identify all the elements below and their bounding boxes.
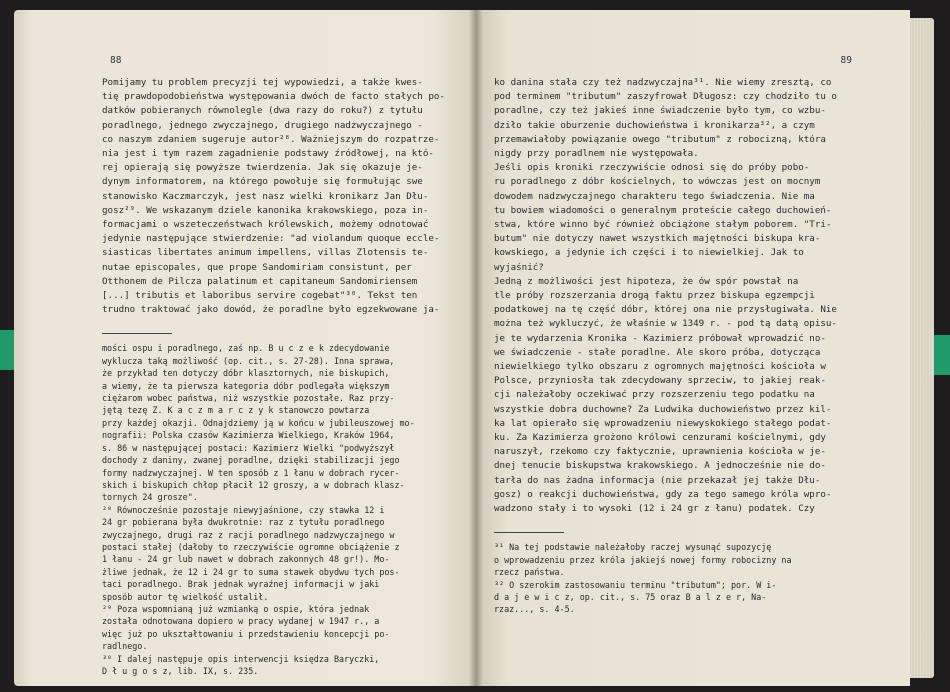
footnote-line: ³¹ Na tej podstawie należałoby raczej wysunąć supozycję xyxy=(494,542,772,553)
text-line: gosz) o reakcji duchowieństwa, gdy za tego samego króla wpro- xyxy=(494,488,832,500)
text-line: tu bowiem wiadomości o generalnym proteście całego duchowień- xyxy=(494,204,832,216)
text-line: ru poradlnego z dóbr kościelnych, to wówczas jest on mocnym xyxy=(494,176,821,188)
text-line: nia jest i tym razem zagadnienie podstawy źródłowej, na któ- xyxy=(102,148,434,160)
text-line: wadzono stały i to wysoki (12 i 24 gr z łanu) podatek. Czy xyxy=(494,503,815,515)
footnote-line: ³⁰ I dalej następuje opis interwencji księdza Baryczki, xyxy=(102,653,380,664)
footnote-rule-right xyxy=(494,532,564,533)
text-line: ka lat opierało się wprowadzeniu niewyskokiego stałego podat- xyxy=(494,417,832,429)
footnote-line: sposób autor tę wielkość ustalił. xyxy=(102,591,269,602)
text-line: naruszył, rzekomo czy faktycznie, uprawnienia kościoła w je- xyxy=(494,446,826,458)
text-line: tle próby rozszerzania drogą faktu przez biskupa egzempcji xyxy=(494,290,815,302)
footnote-line: s. 86 w następującej postaci: Kazimierz Wielki "podwyższył xyxy=(102,442,395,453)
footnote-line: d a j e w i c z, op. cit., s. 75 oraz B a l z e r, Na- xyxy=(494,591,767,602)
text-line: kowskiego, a jedynie ich części i to niewielkiej. Jak to xyxy=(494,247,804,259)
text-line: we świadczenie - stałe poradlne. Ale skoro próba, dotycząca xyxy=(494,346,821,358)
text-line: podatkowej na tę część dóbr, której ona nie przysługiwała. Nie xyxy=(494,304,837,316)
text-line: Polsce, przyniosła tak zdecydowany sprzeciw, to jakiej reak- xyxy=(494,375,826,387)
text-line: niewielkiego tylko obszaru z ogromnych majętności kościoła w xyxy=(494,361,826,373)
footnote-line: ciężarom wobec państwa, niż wszystkie pozostałe. Raz przy- xyxy=(102,393,395,404)
footnote-line: formy nadzwyczajnej. W ten sposób z 1 łanu w dobrach rycer- xyxy=(102,467,400,478)
left-page-number: 88 xyxy=(110,55,122,66)
footnote-line: D ł u g o s z, lib. IX, s. 235. xyxy=(102,666,259,677)
text-line: Jedną z możliwości jest hipoteza, że ów spór powstał na xyxy=(494,275,799,287)
text-line: ku. Za Kazimierza grożono królowi cenzurami kościelnymi, gdy xyxy=(494,432,826,444)
text-line: wyjaśnić? xyxy=(494,261,544,273)
footnote-line: rzecz państwa. xyxy=(494,567,565,578)
footnote-line: skich i biskupich chłop płacił 12 groszy, a w dobrach klasz- xyxy=(102,479,405,490)
page-block-edge xyxy=(910,18,934,678)
text-line: można też wykluczyć, że właśnie w 1349 r. - pod tą datą opisu- xyxy=(494,318,837,330)
text-line: butum" nie dotyczy nawet wszystkich majętności biskupa kra- xyxy=(494,233,821,245)
text-line: je te wydarzenia Kronika - Kazimierz próbował wprowadzić no- xyxy=(494,332,826,344)
text-line: tarła do nas żadna informacja (nie przekazał jej także Dłu- xyxy=(494,474,821,486)
footnote-line: mości ospu i poradlnego, zaś np. B u c z e k zdecydowanie xyxy=(102,343,390,354)
footnote-line: jętą tezę Z. K a c z m a r c z y k stanowczo powtarza xyxy=(102,405,370,416)
footnote-line: 24 gr pobierana była dwukrotnie: raz z tytułu poradlnego xyxy=(102,517,385,528)
footnote-line: rzaz..., s. 4-5. xyxy=(494,604,575,615)
footnote-line: taci poradlnego. Brak jednak wyraźnej informacji w jaki xyxy=(102,579,380,590)
footnote-line: wyklucza taką możliwość (op. cit., s. 27-28). Inna sprawa, xyxy=(102,355,395,366)
text-line: ko danina stała czy też nadzwyczajna³¹. Nie wiemy zresztą, co xyxy=(494,77,832,88)
right-page-body xyxy=(494,76,886,516)
footnote-line: nografii: Polska czasów Kazimierza Wielkiego, Kraków 1964, xyxy=(102,430,395,441)
text-line: dnej tenucie biskupstwa krakowskiego. A jednocześnie nie do- xyxy=(494,460,826,472)
text-line: datków pobieranych równolegle (dwa razy do roku?) z tytułu xyxy=(102,105,423,117)
text-line: przemawiałoby powiązanie owego "tributum" z robocizną, która xyxy=(494,133,826,145)
footnote-line: ²⁹ Poza wspomnianą już wzmianką o ospie, która jednak xyxy=(102,603,370,614)
text-line: trudno traktować jako dowód, że poradlne było egzekwowane ja- xyxy=(102,304,440,316)
footnote-line: ²⁸ Równocześnie pozostaje niewyjaśnione, czy stawka 12 i xyxy=(102,504,385,515)
text-line: cji należałoby oczekiwać przy rozszerzeniu tego podatku na xyxy=(494,389,815,401)
text-line: rej opierają się powyższe twierdzenia. Jak się okazuje je- xyxy=(102,162,423,174)
text-line: siasticas libertates animum impellens, villas Zlotensis te- xyxy=(102,247,429,259)
text-line: nutae episcopales, que prope Sandomiriam consistunt, per xyxy=(102,261,412,273)
text-line: stanowisko Kaczmarczyk, jest nasz wielki kronikarz Jan Dłu- xyxy=(102,190,429,202)
text-line: co naszym zdaniem sugeruje autor²⁸. Ważniejszym do rozpatrze- xyxy=(102,133,440,145)
text-line: stwa, które winno być również obciążone stałym poborem. "Tri- xyxy=(494,219,832,231)
left-page-footnotes xyxy=(102,342,456,677)
footnote-line: została odnotowana dopiero w pracy wydanej w 1947 r., a xyxy=(102,616,380,627)
book-gutter xyxy=(469,10,483,686)
left-page-body xyxy=(102,76,456,317)
footnote-line: postaci stałej (dałoby to rzeczywiście ogromne obciążenie z xyxy=(102,541,400,552)
text-line: poradlne, czy też jakieś inne świadczenie było tym, co wzbu- xyxy=(494,105,826,117)
text-line: dowodem nadzwyczajnego charakteru tego świadczenia. Nie ma xyxy=(494,190,815,202)
text-line: gosz²⁹. We wskazanym dziele kanonika krakowskiego, poza in- xyxy=(102,204,429,216)
text-line: jedynie następujące stwierdzenie: "ad violandum quoque eccle- xyxy=(102,233,440,245)
footnote-line: radlnego. xyxy=(102,641,148,652)
footnote-line: zwyczajnego, drugi raz z racji poradlnego nadzwyczajnego w xyxy=(102,529,395,540)
footnote-line: dochody z daniny, zwanej poradlne, dzięki stabilizacji jego xyxy=(102,455,400,466)
text-line: formacjami o wszeteczeństwach królewskich, możemy odnotować xyxy=(102,219,429,231)
text-line: poradlnego, jednego zwyczajnego, drugiego nadzwyczajnego - xyxy=(102,119,423,131)
footnote-line: więc już po ukształtowaniu i przedstawieniu koncepcji po- xyxy=(102,628,390,639)
text-line: Otthonem de Pilcza palatinum et capitaneum Sandomiriensem xyxy=(102,275,418,287)
bookmark-stripe-right xyxy=(934,335,950,375)
footnote-line: ³² O szerokim zastosowaniu terminu "tributum"; por. W i- xyxy=(494,579,777,590)
open-book xyxy=(14,10,936,686)
right-page-number: 89 xyxy=(840,55,852,66)
text-line: dziło takie oburzenie duchowieństwa i kronikarza³², a czym xyxy=(494,119,815,131)
text-line: tię prawdopodobieństwa występowania dwóch de facto stałych po- xyxy=(102,91,445,103)
footnote-line: żliwe jednak, że 12 i 24 gr to suma stawek obydwu tych pos- xyxy=(102,566,400,577)
footnote-line: o wprowadzeniu przez króla jakiejś nowej formy robocizny na xyxy=(494,554,792,565)
footnote-line: 1 łanu - 24 gr lub nawet w dobrach zakonnych 48 gr!). Mo- xyxy=(102,554,390,565)
footnote-line: przy każdej okazji. Odnajdziemy ją w końcu w jubileuszowej mo- xyxy=(102,417,415,428)
text-line: dynym informatorem, na którego powołuje się formułując swe xyxy=(102,176,423,188)
text-line: Pomijamy tu problem precyzji tej wypowiedzi, a także kwes- xyxy=(102,77,423,88)
right-page xyxy=(476,10,910,686)
left-page xyxy=(14,10,476,686)
footnote-line: a wiemy, że ta pierwsza kategoria dóbr podlegała większym xyxy=(102,380,390,391)
text-line: wszystkie dobra duchowne? Za Ludwika duchowieństwo przez kil- xyxy=(494,403,832,415)
text-line: Jeśli opis kroniki rzeczywiście odnosi się do próby pobo- xyxy=(494,162,810,174)
footnote-rule-left xyxy=(102,333,172,334)
text-line: pod terminem "tributum" zaszyfrował Długosz: czy chodziło tu o xyxy=(494,91,837,103)
text-line: [...] tributis et laboribus servire cogebat"³⁰. Tekst ten xyxy=(102,290,418,302)
footnote-line: tornych 24 grosze". xyxy=(102,492,198,503)
right-page-footnotes xyxy=(494,541,886,615)
text-line: nigdy przy poradlnem nie występowała. xyxy=(494,148,699,160)
footnote-line: że przykład ten dotyczy dóbr klasztornych, nie biskupich, xyxy=(102,368,390,379)
